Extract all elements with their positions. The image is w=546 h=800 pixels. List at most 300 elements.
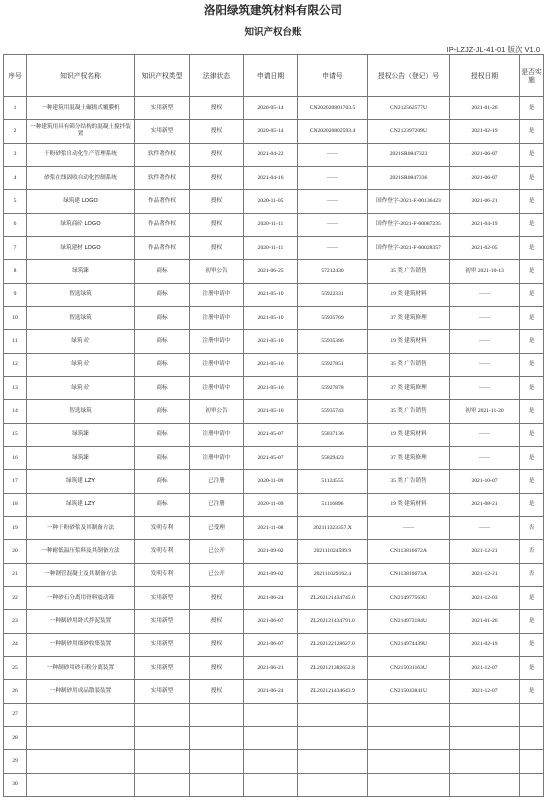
col-ip-type-cell	[135, 703, 190, 726]
col-application-date-cell: 2021-06-24	[244, 680, 298, 703]
col-legal-status-cell: 授权	[190, 120, 244, 143]
col-grant-number-cell: 19 类 建筑材料	[368, 330, 450, 353]
col-application-date-cell	[244, 750, 298, 773]
col-implemented-cell: 是	[520, 656, 544, 679]
col-grant-number-cell	[368, 750, 450, 773]
col-grant-number-cell: CN214974439U	[368, 633, 450, 656]
col-legal-status-cell: 已公开	[190, 540, 244, 563]
col-application-number-cell: ——	[298, 213, 368, 236]
col-legal-status-cell: 授权	[190, 656, 244, 679]
col-application-date-cell: 2020-11-11	[244, 213, 298, 236]
col-ip-type-cell: 实用新型	[135, 680, 190, 703]
table-row	[4, 563, 544, 586]
col-grant-date-cell	[450, 726, 520, 749]
col-implemented-cell: 是	[520, 120, 544, 143]
col-legal-status-cell	[190, 726, 244, 749]
col-ip-type-cell: 商标	[135, 376, 190, 399]
col-application-date-cell: 2021-05-10	[244, 400, 298, 423]
col-legal-status-cell	[190, 773, 244, 796]
col-ip-type-cell: 商标	[135, 330, 190, 353]
col-grant-date-cell: 2021-12-21	[450, 540, 520, 563]
table-row	[4, 633, 544, 656]
col-implemented-cell: 否	[520, 563, 544, 586]
table-row	[4, 540, 544, 563]
col-ip-type-cell: 作品著作权	[135, 213, 190, 236]
col-grant-number-cell: CN214977563U	[368, 586, 450, 609]
col-index-cell: 11	[4, 330, 27, 353]
col-implemented-cell: 是	[520, 330, 544, 353]
header-col-grant-date: 授权日期	[450, 55, 520, 97]
col-grant-number-cell: 19 类 建筑材料	[368, 423, 450, 446]
col-ip-name-cell: 一种制砂用成品散装装置	[27, 680, 135, 703]
col-grant-date-cell: ——	[450, 446, 520, 469]
col-implemented-cell: 是	[520, 493, 544, 516]
col-index-cell: 13	[4, 376, 27, 399]
col-application-number-cell	[298, 726, 368, 749]
col-legal-status-cell: 授权	[190, 586, 244, 609]
col-implemented-cell: 是	[520, 400, 544, 423]
col-implemented-cell: 是	[520, 376, 544, 399]
col-index-cell: 6	[4, 213, 27, 236]
col-implemented-cell: 是	[520, 143, 544, 166]
col-ip-type-cell: 实用新型	[135, 97, 190, 120]
col-implemented-cell: 否	[520, 540, 544, 563]
table-body	[4, 97, 544, 797]
col-ip-type-cell: 发明专利	[135, 540, 190, 563]
col-grant-date-cell: 初审 2021-10-13	[450, 260, 520, 283]
col-application-number-cell: 55935386	[298, 330, 368, 353]
col-application-date-cell	[244, 703, 298, 726]
col-ip-name-cell	[27, 750, 135, 773]
col-application-number-cell: ZL202121434791.0	[298, 610, 368, 633]
col-application-date-cell: 2021-11-08	[244, 516, 298, 539]
col-grant-date-cell	[450, 773, 520, 796]
col-ip-name-cell: 绿筑建 LOGO	[27, 190, 135, 213]
col-index-cell: 22	[4, 586, 27, 609]
col-grant-date-cell: ——	[450, 376, 520, 399]
table-row	[4, 586, 544, 609]
col-index-cell: 28	[4, 726, 27, 749]
col-ip-name-cell: 绿筑建材 LOGO	[27, 236, 135, 259]
col-application-date-cell: 2021-06-07	[244, 610, 298, 633]
col-application-date-cell: 2020-05-14	[244, 97, 298, 120]
table-row	[4, 376, 544, 399]
col-grant-date-cell: 2021-12-21	[450, 563, 520, 586]
col-legal-status-cell: 已注册	[190, 470, 244, 493]
col-grant-date-cell: 2021-12-07	[450, 680, 520, 703]
col-application-date-cell: 2020-11-09	[244, 470, 298, 493]
col-grant-date-cell: ——	[450, 516, 520, 539]
col-grant-number-cell: 35 类 广告销售	[368, 470, 450, 493]
col-grant-date-cell	[450, 750, 520, 773]
col-ip-type-cell: 实用新型	[135, 656, 190, 679]
col-ip-name-cell: 一种建筑用具有筛分结构的混凝土搅拌装置	[27, 120, 135, 143]
col-legal-status-cell: 已受理	[190, 516, 244, 539]
col-index-cell: 20	[4, 540, 27, 563]
col-application-number-cell: 55935769	[298, 306, 368, 329]
col-grant-number-cell: CN215031163U	[368, 656, 450, 679]
table-row	[4, 353, 544, 376]
col-implemented-cell	[520, 726, 544, 749]
col-ip-type-cell	[135, 750, 190, 773]
col-ip-type-cell: 商标	[135, 260, 190, 283]
col-ip-name-cell: 一种制砂用卧式拌泥装置	[27, 610, 135, 633]
col-application-date-cell: 2021-04-16	[244, 166, 298, 189]
header-col-grant-number: 授权公告（登记）号	[368, 55, 450, 97]
col-grant-number-cell: 国作登字-2021-F-00136423	[368, 190, 450, 213]
col-index-cell: 24	[4, 633, 27, 656]
col-index-cell: 3	[4, 143, 27, 166]
col-application-date-cell: 2020-11-09	[244, 493, 298, 516]
header-col-legal-status: 法律状态	[190, 55, 244, 97]
col-implemented-cell	[520, 750, 544, 773]
col-ip-type-cell: 软件著作权	[135, 166, 190, 189]
col-grant-number-cell: 35 类 广告销售	[368, 400, 450, 423]
col-application-date-cell: 2021-05-10	[244, 376, 298, 399]
col-ip-type-cell: 商标	[135, 400, 190, 423]
col-application-date-cell: 2020-11-11	[244, 236, 298, 259]
col-index-cell: 7	[4, 236, 27, 259]
document-title: 知识产权台账	[244, 27, 302, 38]
col-ip-name-cell: 一种制砂用细砂收集装置	[27, 633, 135, 656]
col-grant-date-cell: ——	[450, 306, 520, 329]
col-legal-status-cell: 注册申请中	[190, 446, 244, 469]
col-ip-name-cell: 一种建筑用混凝土碾捣式覆膜机	[27, 97, 135, 120]
company-name: 洛阳绿筑建筑材料有限公司	[204, 3, 342, 17]
col-grant-number-cell: 37 类 建筑修理	[368, 376, 450, 399]
table-row	[4, 260, 544, 283]
col-legal-status-cell: 注册申请中	[190, 330, 244, 353]
table-row	[4, 120, 544, 143]
col-ip-name-cell: 一种钢管混凝土及其制备方法	[27, 563, 135, 586]
col-index-cell: 16	[4, 446, 27, 469]
col-grant-number-cell: 35 类 广告销售	[368, 353, 450, 376]
col-ip-type-cell: 商标	[135, 446, 190, 469]
col-application-number-cell: ——	[298, 143, 368, 166]
col-implemented-cell: 是	[520, 283, 544, 306]
col-index-cell: 27	[4, 703, 27, 726]
table-row	[4, 213, 544, 236]
col-application-number-cell: ——	[298, 236, 368, 259]
col-grant-number-cell: CN113816672A	[368, 540, 450, 563]
col-implemented-cell: 是	[520, 190, 544, 213]
col-application-number-cell: 55927878	[298, 376, 368, 399]
col-ip-name-cell	[27, 773, 135, 796]
col-application-number-cell: 202111323357.X	[298, 516, 368, 539]
col-index-cell: 5	[4, 190, 27, 213]
col-grant-date-cell: 2021-01-26	[450, 610, 520, 633]
col-ip-type-cell: 发明专利	[135, 563, 190, 586]
col-grant-number-cell: 2021SR0847336	[368, 166, 450, 189]
col-index-cell: 21	[4, 563, 27, 586]
col-application-number-cell: 202111024599.9	[298, 540, 368, 563]
col-grant-date-cell: 2021-04-19	[450, 213, 520, 236]
col-application-number-cell: 55829423	[298, 446, 368, 469]
col-implemented-cell	[520, 773, 544, 796]
col-legal-status-cell: 授权	[190, 166, 244, 189]
col-application-number-cell: CN202020802593.4	[298, 120, 368, 143]
col-implemented-cell: 是	[520, 633, 544, 656]
col-grant-date-cell: 2021-08-21	[450, 493, 520, 516]
col-ip-type-cell: 商标	[135, 423, 190, 446]
col-application-number-cell: 55935743	[298, 400, 368, 423]
col-grant-date-cell: 2021-12-07	[450, 656, 520, 679]
col-ip-name-cell: 一种制砂用砂石粉分离装置	[27, 656, 135, 679]
table-row	[4, 610, 544, 633]
col-application-date-cell: 2021-06-07	[244, 633, 298, 656]
col-application-number-cell: ——	[298, 190, 368, 213]
header-col-index: 序号	[4, 55, 27, 97]
col-index-cell: 2	[4, 120, 27, 143]
col-index-cell: 10	[4, 306, 27, 329]
col-grant-date-cell: 2021-06-07	[450, 143, 520, 166]
col-grant-number-cell: CN212397209U	[368, 120, 450, 143]
table-row	[4, 236, 544, 259]
col-grant-date-cell: 2021-06-07	[450, 166, 520, 189]
col-application-number-cell: ZL202121434745.0	[298, 586, 368, 609]
col-implemented-cell: 是	[520, 610, 544, 633]
col-index-cell: 25	[4, 656, 27, 679]
col-grant-number-cell: 19 类 建筑材料	[368, 283, 450, 306]
col-implemented-cell: 是	[520, 166, 544, 189]
col-application-date-cell	[244, 773, 298, 796]
col-legal-status-cell: 授权	[190, 190, 244, 213]
col-grant-number-cell: 37 类 建筑修理	[368, 306, 450, 329]
col-index-cell: 19	[4, 516, 27, 539]
col-implemented-cell: 是	[520, 97, 544, 120]
header-col-ip-name: 知识产权名称	[27, 55, 135, 97]
col-implemented-cell: 是	[520, 680, 544, 703]
col-application-date-cell: 2021-05-10	[244, 306, 298, 329]
col-index-cell: 15	[4, 423, 27, 446]
table-row	[4, 493, 544, 516]
col-ip-type-cell: 商标	[135, 306, 190, 329]
col-grant-date-cell: 2021-02-19	[450, 633, 520, 656]
col-grant-date-cell: 初审 2021-11-20	[450, 400, 520, 423]
col-ip-type-cell	[135, 773, 190, 796]
col-application-date-cell: 2021-05-10	[244, 353, 298, 376]
table-row	[4, 750, 544, 773]
col-legal-status-cell: 注册申请中	[190, 353, 244, 376]
col-grant-number-cell: 19 类 建筑材料	[368, 493, 450, 516]
col-grant-date-cell: 2021-06-21	[450, 190, 520, 213]
table-row	[4, 283, 544, 306]
col-index-cell: 23	[4, 610, 27, 633]
col-grant-date-cell: ——	[450, 353, 520, 376]
col-grant-date-cell: 2021-01-26	[450, 97, 520, 120]
col-application-number-cell: 55837136	[298, 423, 368, 446]
col-grant-date-cell: ——	[450, 283, 520, 306]
col-grant-date-cell: 2021-12-03	[450, 586, 520, 609]
col-ip-name-cell: 一种干粉砂浆及其制备方法	[27, 516, 135, 539]
col-ip-name-cell: 绿筑臻	[27, 446, 135, 469]
header-col-ip-type: 知识产权类型	[135, 55, 190, 97]
col-application-date-cell	[244, 726, 298, 749]
col-ip-type-cell: 作品著作权	[135, 190, 190, 213]
col-application-date-cell: 2020-11-05	[244, 190, 298, 213]
table-row	[4, 680, 544, 703]
col-application-number-cell: 55927851	[298, 353, 368, 376]
table-row	[4, 726, 544, 749]
col-application-number-cell: 51116896	[298, 493, 368, 516]
col-ip-type-cell: 实用新型	[135, 120, 190, 143]
col-application-number-cell: 57212430	[298, 260, 368, 283]
col-index-cell: 14	[4, 400, 27, 423]
col-grant-number-cell: 国作登字-2021-F-00028357	[368, 236, 450, 259]
col-implemented-cell: 是	[520, 306, 544, 329]
col-application-number-cell: CN202020801703.5	[298, 97, 368, 120]
col-grant-date-cell: ——	[450, 330, 520, 353]
col-ip-name-cell: 一种砂石分离用骨料震动筛	[27, 586, 135, 609]
col-legal-status-cell: 授权	[190, 610, 244, 633]
col-implemented-cell: 是	[520, 423, 544, 446]
header-col-application-date: 申请日期	[244, 55, 298, 97]
col-legal-status-cell: 已注册	[190, 493, 244, 516]
table-row	[4, 423, 544, 446]
col-ip-name-cell: 智选绿筑	[27, 306, 135, 329]
col-ip-type-cell: 商标	[135, 283, 190, 306]
col-legal-status-cell: 授权	[190, 143, 244, 166]
col-grant-number-cell: CN215043841U	[368, 680, 450, 703]
col-grant-number-cell: 2021SR0847323	[368, 143, 450, 166]
col-grant-number-cell: 35 类 广告销售	[368, 260, 450, 283]
col-ip-type-cell	[135, 726, 190, 749]
col-ip-type-cell: 实用新型	[135, 586, 190, 609]
col-ip-name-cell: 绿筑建 LZY	[27, 470, 135, 493]
col-legal-status-cell: 注册申请中	[190, 306, 244, 329]
table-row	[4, 400, 544, 423]
col-grant-number-cell	[368, 726, 450, 749]
table-row	[4, 470, 544, 493]
col-legal-status-cell: 授权	[190, 213, 244, 236]
col-grant-number-cell: 37 类 建筑修理	[368, 446, 450, 469]
col-ip-name-cell: 绿筑 砼	[27, 376, 135, 399]
col-grant-number-cell: CN212562577U	[368, 97, 450, 120]
col-implemented-cell: 否	[520, 516, 544, 539]
col-legal-status-cell: 授权	[190, 97, 244, 120]
col-grant-number-cell	[368, 703, 450, 726]
table-row	[4, 97, 544, 120]
col-ip-name-cell: 智选绿筑	[27, 400, 135, 423]
col-legal-status-cell: 注册申请中	[190, 423, 244, 446]
col-ip-type-cell: 商标	[135, 353, 190, 376]
col-application-date-cell: 2021-05-07	[244, 423, 298, 446]
col-ip-type-cell: 发明专利	[135, 516, 190, 539]
col-implemented-cell: 是	[520, 236, 544, 259]
col-index-cell: 1	[4, 97, 27, 120]
col-legal-status-cell: 授权	[190, 680, 244, 703]
col-implemented-cell: 是	[520, 213, 544, 236]
header-col-implemented: 是否实施	[520, 55, 544, 97]
col-ip-type-cell: 实用新型	[135, 610, 190, 633]
col-grant-date-cell: 2021-02-19	[450, 120, 520, 143]
col-index-cell: 30	[4, 773, 27, 796]
col-ip-type-cell: 商标	[135, 493, 190, 516]
ip-ledger-table	[3, 54, 544, 797]
col-application-number-cell	[298, 773, 368, 796]
col-grant-number-cell	[368, 773, 450, 796]
col-grant-date-cell: 2021-10-07	[450, 470, 520, 493]
col-ip-name-cell: 绿筑臻	[27, 260, 135, 283]
col-index-cell: 26	[4, 680, 27, 703]
table-row	[4, 656, 544, 679]
col-application-number-cell: ZL202122128627.0	[298, 633, 368, 656]
col-index-cell: 17	[4, 470, 27, 493]
col-ip-name-cell: 绿筑臻	[27, 423, 135, 446]
col-grant-number-cell: 国作登字-2021-F-00087235	[368, 213, 450, 236]
col-ip-name-cell: 一种耐低温压浆料及其制备方法	[27, 540, 135, 563]
col-legal-status-cell: 已公开	[190, 563, 244, 586]
col-application-date-cell: 2021-04-22	[244, 143, 298, 166]
col-application-number-cell	[298, 703, 368, 726]
header-col-application-number: 申请号	[298, 55, 368, 97]
col-ip-name-cell	[27, 703, 135, 726]
col-ip-name-cell: 绿筑建 LZY	[27, 493, 135, 516]
col-ip-name-cell: 绿筑商砼 LOGO	[27, 213, 135, 236]
col-application-date-cell: 2021-05-10	[244, 330, 298, 353]
col-ip-type-cell: 软件著作权	[135, 143, 190, 166]
table-row	[4, 773, 544, 796]
col-application-date-cell: 2021-09-02	[244, 540, 298, 563]
col-application-number-cell: 51124555	[298, 470, 368, 493]
col-ip-name-cell	[27, 726, 135, 749]
col-implemented-cell: 是	[520, 586, 544, 609]
col-application-date-cell: 2021-09-02	[244, 563, 298, 586]
col-ip-name-cell: 绿筑 砼	[27, 353, 135, 376]
col-ip-name-cell: 智选绿筑	[27, 283, 135, 306]
col-grant-date-cell: ——	[450, 423, 520, 446]
col-ip-type-cell: 商标	[135, 470, 190, 493]
table-row	[4, 516, 544, 539]
col-application-date-cell: 2021-05-07	[244, 446, 298, 469]
col-legal-status-cell: 注册申请中	[190, 283, 244, 306]
col-ip-type-cell: 作品著作权	[135, 236, 190, 259]
col-application-number-cell: ZL202121434643.9	[298, 680, 368, 703]
col-application-date-cell: 2021-06-25	[244, 260, 298, 283]
col-application-number-cell: 55922331	[298, 283, 368, 306]
col-grant-number-cell: ——	[368, 516, 450, 539]
col-grant-date-cell	[450, 703, 520, 726]
col-index-cell: 29	[4, 750, 27, 773]
col-index-cell: 8	[4, 260, 27, 283]
col-legal-status-cell	[190, 750, 244, 773]
table-row	[4, 190, 544, 213]
table-row	[4, 330, 544, 353]
col-grant-number-cell: CN113816673A	[368, 563, 450, 586]
table-row	[4, 306, 544, 329]
col-legal-status-cell: 初审公告	[190, 400, 244, 423]
col-application-date-cell: 2021-06-21	[244, 656, 298, 679]
table-row	[4, 143, 544, 166]
col-application-number-cell: ZL202121382652.8	[298, 656, 368, 679]
col-legal-status-cell: 授权	[190, 236, 244, 259]
col-application-number-cell: ——	[298, 166, 368, 189]
col-application-number-cell: 202111029162.4	[298, 563, 368, 586]
col-implemented-cell: 是	[520, 446, 544, 469]
document-code: IP-LZJZ-JL-41-01 版次 V1.0	[446, 45, 540, 54]
col-ip-name-cell: 干粉砂浆自动化生产管理系统	[27, 143, 135, 166]
col-legal-status-cell: 注册申请中	[190, 376, 244, 399]
col-implemented-cell: 是	[520, 470, 544, 493]
col-legal-status-cell	[190, 703, 244, 726]
table-header-row	[4, 55, 544, 97]
col-ip-name-cell: 绿筑 砼	[27, 330, 135, 353]
col-ip-type-cell: 实用新型	[135, 633, 190, 656]
table-row	[4, 703, 544, 726]
col-implemented-cell: 是	[520, 353, 544, 376]
table-row	[4, 166, 544, 189]
col-index-cell: 18	[4, 493, 27, 516]
